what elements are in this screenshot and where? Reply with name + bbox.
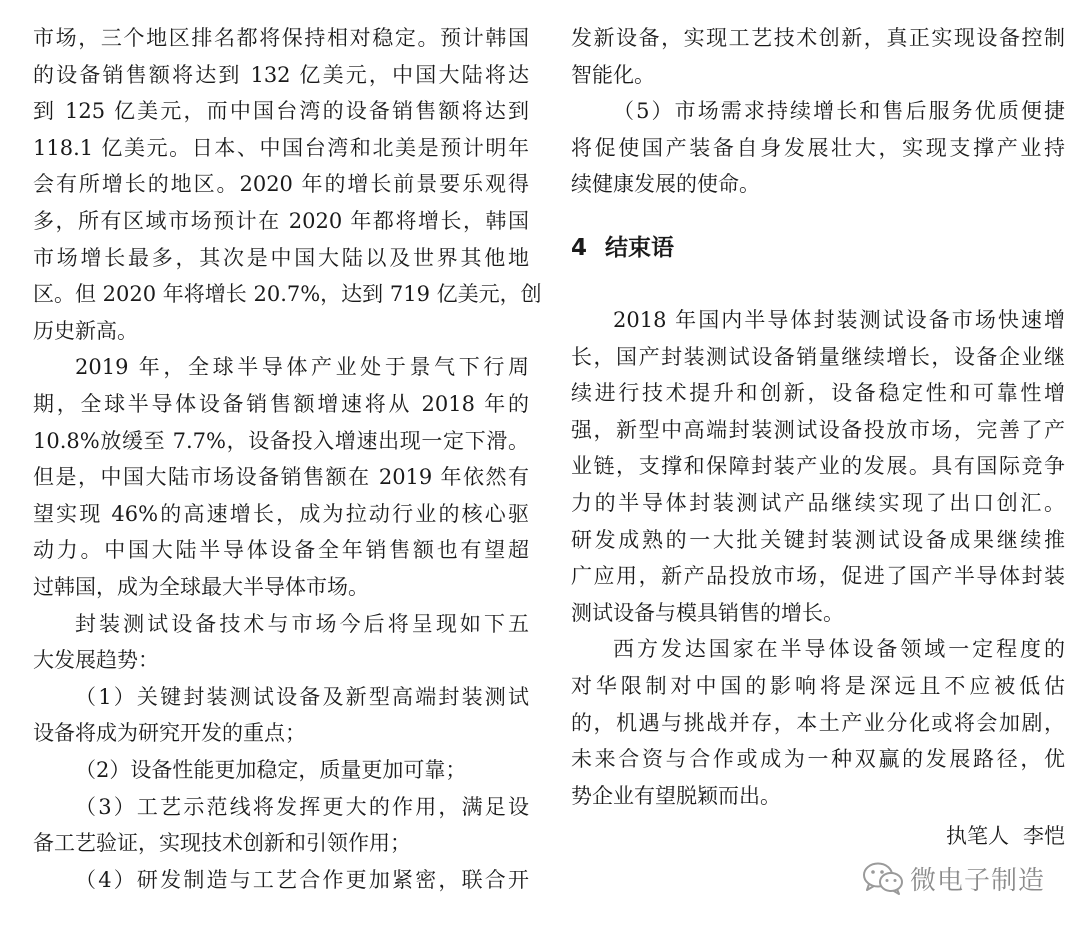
text-line: 测试设备与模具销售的增长。 — [571, 600, 844, 625]
author-signature — [946, 818, 1065, 854]
watermark — [862, 856, 1045, 900]
text-line: 对华限制对中国的影响将是深远且不应被低估 — [571, 674, 1065, 698]
text-line: 发新设备，实现工艺技术创新，真正实现设备控制 — [571, 26, 1065, 50]
wechat-icon — [862, 861, 904, 895]
watermark-text: 微电子制造 — [910, 865, 1046, 896]
text-line: 大发展趋势： — [33, 648, 159, 673]
text-line: 市场，三个地区排名都将保持相对稳定。预计韩国 — [33, 26, 529, 50]
text-line: 多，所有区域市场预计在 2020 年都将增长，韩国 — [33, 209, 529, 233]
section-heading — [571, 228, 674, 268]
text-line: （5）市场需求持续增长和售后服务优质便捷 — [613, 99, 1065, 124]
text-line: 过韩国，成为全球最大半导体市场。 — [33, 575, 369, 599]
text-line: 市场增长最多，其次是中国大陆以及世界其他地 — [33, 245, 529, 270]
text-line: 强，新型中高端封装测试设备投放市场，完善了产 — [571, 417, 1065, 442]
text-line: 但是，中国大陆市场设备销售额在 2019 年依然有 — [33, 465, 529, 490]
text-line: 广应用，新产品投放市场，促进了国产半导体封装 — [571, 564, 1065, 589]
section-title: 结束语 — [605, 235, 674, 261]
text-line: （4）研发制造与工艺合作更加紧密，联合开 — [75, 867, 529, 892]
text-line: 势企业有望脱颖而出。 — [571, 783, 781, 808]
text-line: 2018 年国内半导体封装测试设备市场快速增 — [613, 308, 1065, 332]
text-line: 封装测试设备技术与市场今后将呈现如下五 — [75, 611, 529, 636]
text-line: （2）设备性能更加稳定，质量更加可靠； — [75, 758, 467, 782]
text-line: （1）关键封装测试设备及新型高端封装测试 — [75, 684, 529, 709]
text-line: 备工艺验证，实现技术创新和引领作用； — [33, 831, 411, 856]
text-line: 118.1 亿美元。日本、中国台湾和北美是预计明年 — [33, 135, 529, 160]
text-line: 设备将成为研究开发的重点； — [33, 721, 306, 746]
text-line: 2019 年，全球半导体产业处于景气下行周 — [75, 355, 529, 380]
text-line: 西方发达国家在半导体设备领域一定程度的 — [613, 637, 1065, 662]
text-line: 长，国产封装测试设备销量继续增长，设备企业继 — [571, 344, 1065, 369]
text-line: 10.8%放缓至 7.7%，设备投入增速出现一定下滑。 — [33, 428, 529, 453]
text-line: 区。但 2020 年将增长 20.7%，达到 719 亿美元，创 — [33, 282, 542, 307]
text-line: 动力。中国大陆半导体设备全年销售额也有望超 — [33, 538, 529, 563]
text-line: 的设备销售额将达到 132 亿美元，中国大陆将达 — [33, 62, 529, 87]
text-line: 续进行技术提升和创新，设备稳定性和可靠性增 — [571, 381, 1065, 406]
section-number: 4 — [571, 235, 588, 261]
text-line: 智能化。 — [571, 62, 655, 87]
text-line: 历史新高。 — [33, 318, 138, 343]
text-line: 到 125 亿美元，而中国台湾的设备销售额将达到 — [33, 99, 529, 124]
text-line: 未来合资与合作或成为一种双赢的发展路径，优 — [571, 747, 1065, 772]
author-name: 李恺 — [1023, 824, 1065, 848]
text-line: 的，机遇与挑战并存，本土产业分化或将会加剧， — [571, 710, 1065, 735]
text-line: （3）工艺示范线将发挥更大的作用，满足设 — [75, 794, 529, 819]
author-label: 执笔人 — [946, 824, 1009, 848]
text-line: 续健康发展的使命。 — [571, 172, 760, 197]
text-line: 会有所增长的地区。2020 年的增长前景要乐观得 — [33, 172, 529, 197]
text-line: 将促使国产装备自身发展壮大，实现支撑产业持 — [571, 135, 1065, 160]
text-line: 业链，支撑和保障封装产业的发展。具有国际竞争 — [571, 454, 1065, 479]
text-line: 力的半导体封装测试产品继续实现了出口创汇。 — [571, 491, 1065, 515]
text-line: 期，全球半导体设备销售额增速将从 2018 年的 — [33, 392, 529, 416]
text-line: 研发成熟的一大批关键封装测试设备成果继续推 — [571, 527, 1065, 552]
text-line: 望实现 46%的高速增长，成为拉动行业的核心驱 — [33, 501, 529, 526]
